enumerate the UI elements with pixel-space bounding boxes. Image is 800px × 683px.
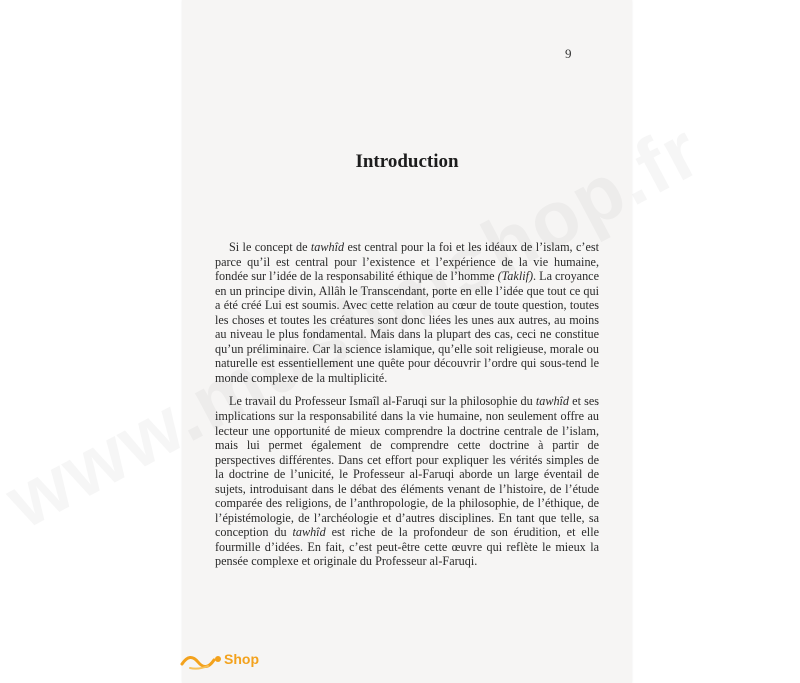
- text-run: Si le concept de: [229, 240, 311, 254]
- text-run: est riche de la profondeur de son érudition, et elle fourmille d’idées. En fait, c’est peut-être cette œuvre qui reflète le mieux la pensée complexe et originale du Professeur al-Faruqi.: [215, 525, 599, 569]
- text-run: Le travail du Professeur Ismaîl al-Faruqi sur la philosophie du: [229, 394, 536, 409]
- shop-logo: [180, 648, 300, 674]
- logo-swoosh-icon: [180, 650, 226, 672]
- italic-term: (Taklif): [497, 269, 534, 284]
- text-run: . La croyance en un principe divin, Allâh le Transcendant, porte en elle l’idée que tout ce qui a été créé Lui est soumis. Avec cette relation au cœur de toute question, toutes les choses et toutes les créatures sont donc liées les unes aux autres, au moins au niveau le plus fondamental. Mais dans la plupart des cas, ceci ne constitue qu’un préliminaire. Car la science islamique, qu’elle soit religieuse, morale ou naturelle est essentiellement une quête pour découvrir l’ordre qui sous-tend le monde complexe de la multiplicité.: [215, 269, 600, 385]
- logo-text: Shop: [224, 651, 259, 667]
- page-number: 9: [565, 46, 572, 61]
- italic-term: tawhîd: [310, 240, 345, 254]
- text-run: est central pour la foi et les idéaux de l’islam, c’est parce qu’il est central pour l’existence et l’expérience de la vie humaine, fondée sur l’idée de la responsabilité éthique de l’homme: [215, 240, 599, 284]
- text-run: et ses implications sur la responsabilité dans la vie humaine, non seulement offre au lecteur une opportunité de mieux comprendre la doctrine centrale de l’islam, mais lui permet également de comprendre cette doctrine à partir de perspectives différentes. Dans cet effort pour expliquer les vérités simples de la doctrine de l’unicité, le Professeur al-Faruqi aborde un large éventail de sujets, introduisant dans le débat des éléments venant de l’histoire, de l’étude comparée des religions, de l’anthropologie, de la philosophie, de l’éthique, de l’épistémologie, de l’archéologie et d’autres disciplines. En tant que telle, sa conception du: [215, 394, 599, 540]
- body-text: [215, 240, 599, 578]
- italic-term: tawhîd: [535, 394, 570, 409]
- italic-term: tawhîd: [292, 525, 326, 540]
- paragraph-2: [215, 394, 599, 569]
- page-title: Introduction: [355, 151, 459, 172]
- paragraph-1: [215, 240, 599, 385]
